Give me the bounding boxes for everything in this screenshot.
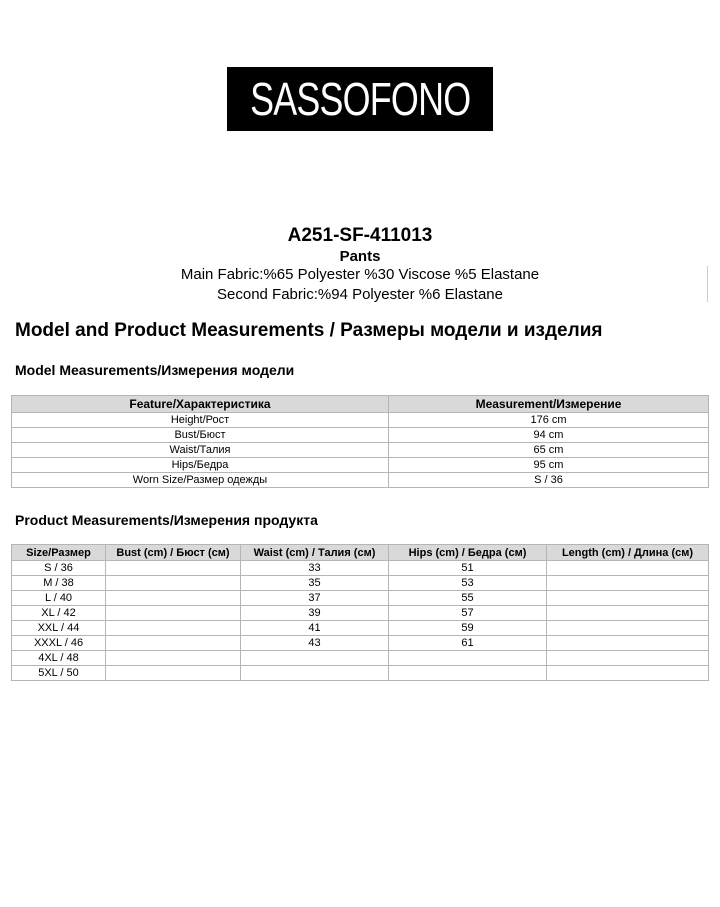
table-cell: 59 (389, 621, 547, 636)
second-fabric: Second Fabric:%94 Polyester %6 Elastane (217, 286, 503, 303)
table-row (12, 576, 709, 591)
table-cell (547, 606, 709, 621)
table-cell (389, 651, 547, 666)
page-title: Model and Product Measurements / Размеры модели и изделия (15, 320, 603, 341)
table-cell: 41 (241, 621, 389, 636)
table-cell: Waist/Талия (12, 443, 389, 458)
table-row (12, 458, 709, 473)
table-cell: Worn Size/Размер одежды (12, 473, 389, 488)
table-cell (106, 561, 241, 576)
table-cell: 4XL / 48 (12, 651, 106, 666)
table-cell (106, 651, 241, 666)
table-cell: XL / 42 (12, 606, 106, 621)
table-cell: Height/Рост (12, 413, 389, 428)
table-cell: 35 (241, 576, 389, 591)
table-cell: 95 cm (389, 458, 709, 473)
table-cell: 33 (241, 561, 389, 576)
table-row (12, 591, 709, 606)
main-fabric: Main Fabric:%65 Polyester %30 Viscose %5 Elastane (180, 266, 540, 283)
model-measurements-table (11, 395, 709, 488)
product-measurements-table (11, 544, 709, 681)
table-cell (106, 591, 241, 606)
table-cell (389, 666, 547, 681)
table-cell: 53 (389, 576, 547, 591)
table-cell: 94 cm (389, 428, 709, 443)
brand-logo-text: SASSOFONO (249, 73, 471, 125)
table-row (12, 561, 709, 576)
table-cell (106, 621, 241, 636)
table-header-row (12, 396, 709, 413)
column-header: Feature/Характеристика (12, 396, 389, 413)
table-cell (106, 636, 241, 651)
table-cell: S / 36 (12, 561, 106, 576)
model-section-title: Model Measurements/Измерения модели (15, 362, 295, 378)
table-cell: 51 (389, 561, 547, 576)
table-cell: 65 cm (389, 443, 709, 458)
table-row (12, 651, 709, 666)
table-cell: 39 (241, 606, 389, 621)
table-cell (547, 561, 709, 576)
column-header: Bust (cm) / Бюст (см) (106, 545, 241, 561)
table-cell (241, 651, 389, 666)
table-cell (547, 651, 709, 666)
column-header: Size/Размер (12, 545, 106, 561)
table-cell (547, 621, 709, 636)
table-cell: 37 (241, 591, 389, 606)
table-cell: 5XL / 50 (12, 666, 106, 681)
table-row (12, 666, 709, 681)
table-cell (547, 666, 709, 681)
table-cell: 57 (389, 606, 547, 621)
table-cell (547, 636, 709, 651)
column-header: Measurement/Измерение (389, 396, 709, 413)
table-cell: 61 (389, 636, 547, 651)
product-section-title: Product Measurements/Измерения продукта (15, 512, 318, 528)
table-row (12, 606, 709, 621)
table-cell: L / 40 (12, 591, 106, 606)
table-cell: 176 cm (389, 413, 709, 428)
table-cell (106, 576, 241, 591)
brand-logo (227, 67, 493, 131)
table-cell: M / 38 (12, 576, 106, 591)
column-header: Hips (cm) / Бедра (см) (389, 545, 547, 561)
table-row (12, 473, 709, 488)
table-row (12, 443, 709, 458)
table-cell (547, 576, 709, 591)
column-header: Waist (cm) / Талия (см) (241, 545, 389, 561)
table-header-row (12, 545, 709, 561)
table-cell: XXL / 44 (12, 621, 106, 636)
table-row (12, 428, 709, 443)
table-cell: XXXL / 46 (12, 636, 106, 651)
product-code: A251-SF-411013 (287, 225, 433, 246)
table-cell (241, 666, 389, 681)
table-cell: S / 36 (389, 473, 709, 488)
table-cell (106, 666, 241, 681)
table-cell: Hips/Бедра (12, 458, 389, 473)
table-cell: Bust/Бюст (12, 428, 389, 443)
divider (707, 266, 708, 302)
table-cell: 55 (389, 591, 547, 606)
table-cell (547, 591, 709, 606)
column-header: Length (cm) / Длина (см) (547, 545, 709, 561)
table-cell: 43 (241, 636, 389, 651)
table-row (12, 636, 709, 651)
table-row (12, 413, 709, 428)
table-cell (106, 606, 241, 621)
product-type: Pants (339, 248, 381, 265)
table-row (12, 621, 709, 636)
